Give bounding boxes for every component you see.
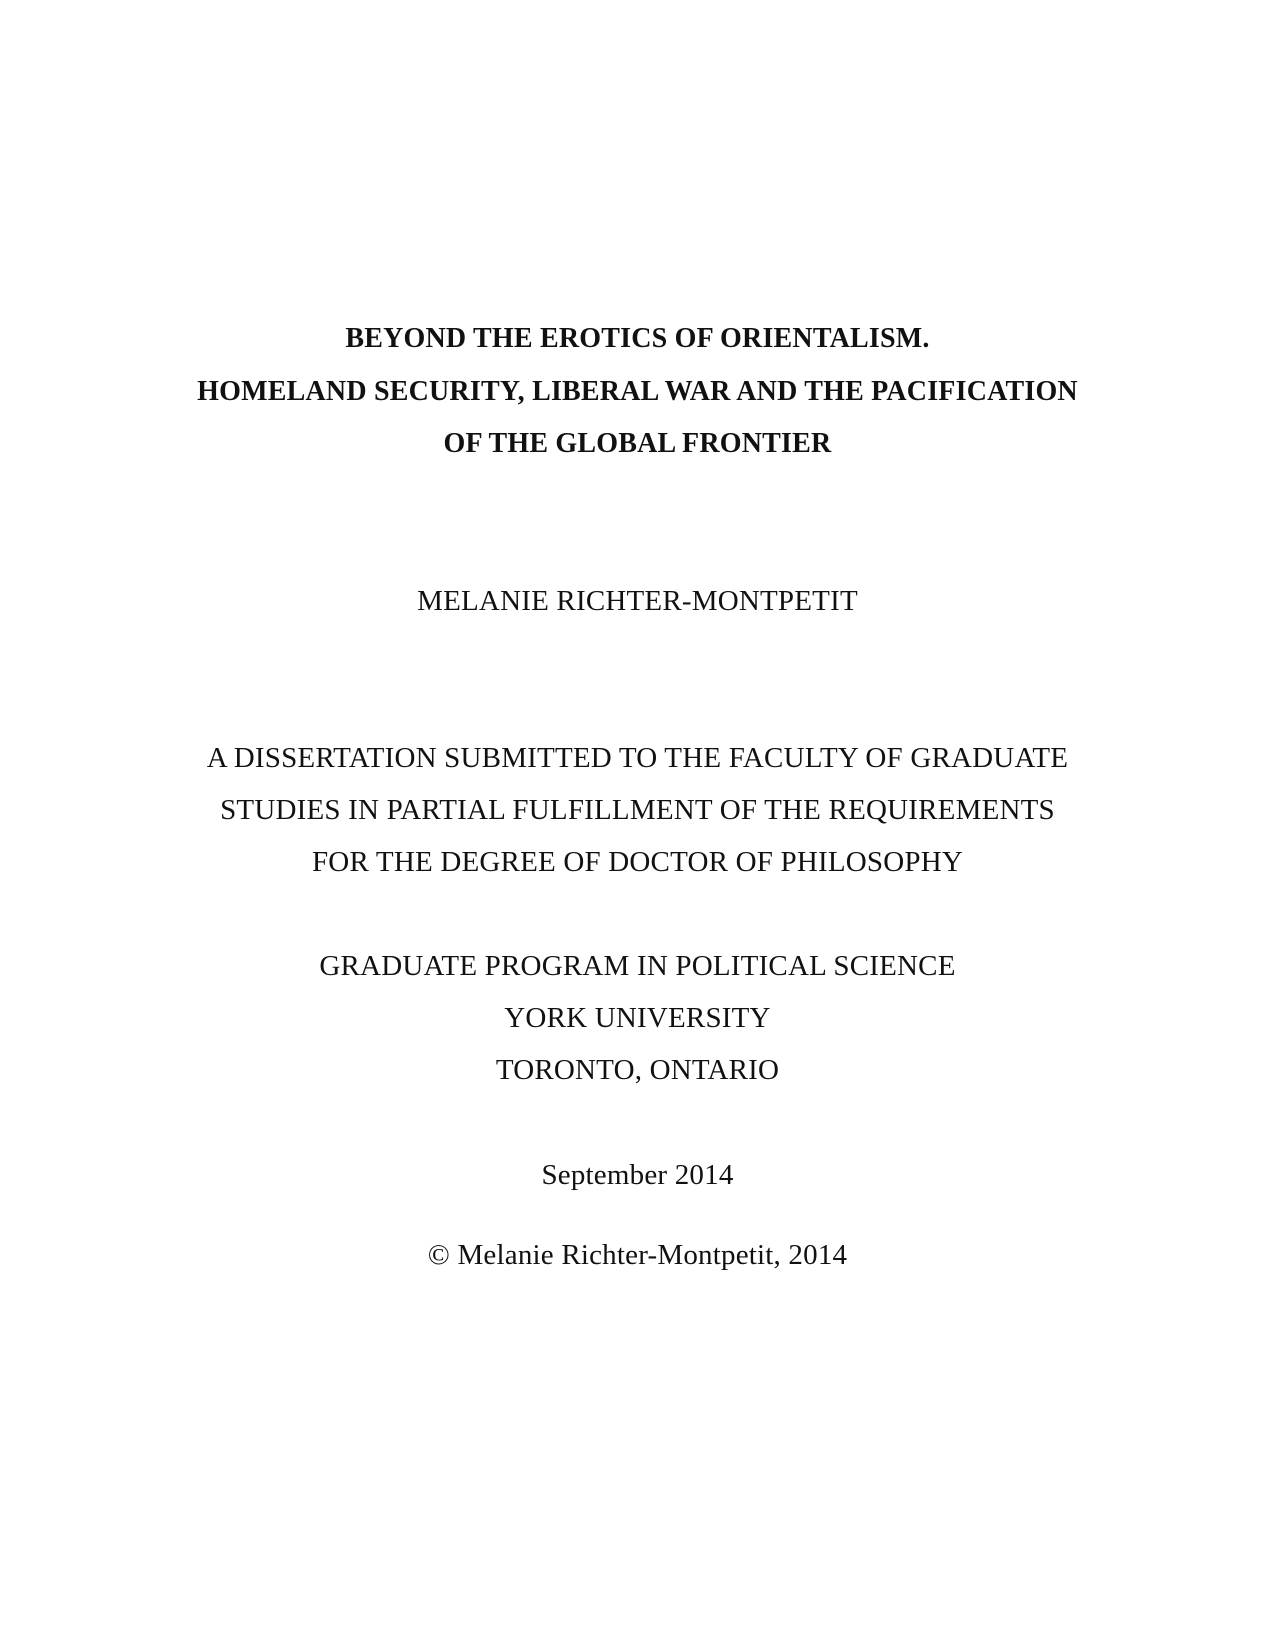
- graduate-program: GRADUATE PROGRAM IN POLITICAL SCIENCE: [319, 950, 956, 982]
- submission-statement-line-1: A DISSERTATION SUBMITTED TO THE FACULTY OF GRADUATE: [206, 742, 1069, 774]
- university-location: TORONTO, ONTARIO: [495, 1054, 780, 1086]
- dissertation-title-line-2: HOMELAND SECURITY, LIBERAL WAR AND THE PACIFICATION: [197, 376, 1078, 407]
- submission-date: September 2014: [541, 1159, 734, 1191]
- copyright-notice: © Melanie Richter-Montpetit, 2014: [427, 1239, 848, 1271]
- author-name: MELANIE RICHTER-MONTPETIT: [417, 585, 858, 617]
- dissertation-title-line-1: BEYOND THE EROTICS OF ORIENTALISM.: [345, 323, 930, 354]
- submission-statement-line-3: FOR THE DEGREE OF DOCTOR OF PHILOSOPHY: [311, 846, 964, 878]
- university-name: YORK UNIVERSITY: [504, 1002, 771, 1034]
- submission-statement-line-2: STUDIES IN PARTIAL FULFILLMENT OF THE REQUIREMENTS: [220, 794, 1055, 826]
- dissertation-title-line-3: OF THE GLOBAL FRONTIER: [443, 428, 832, 459]
